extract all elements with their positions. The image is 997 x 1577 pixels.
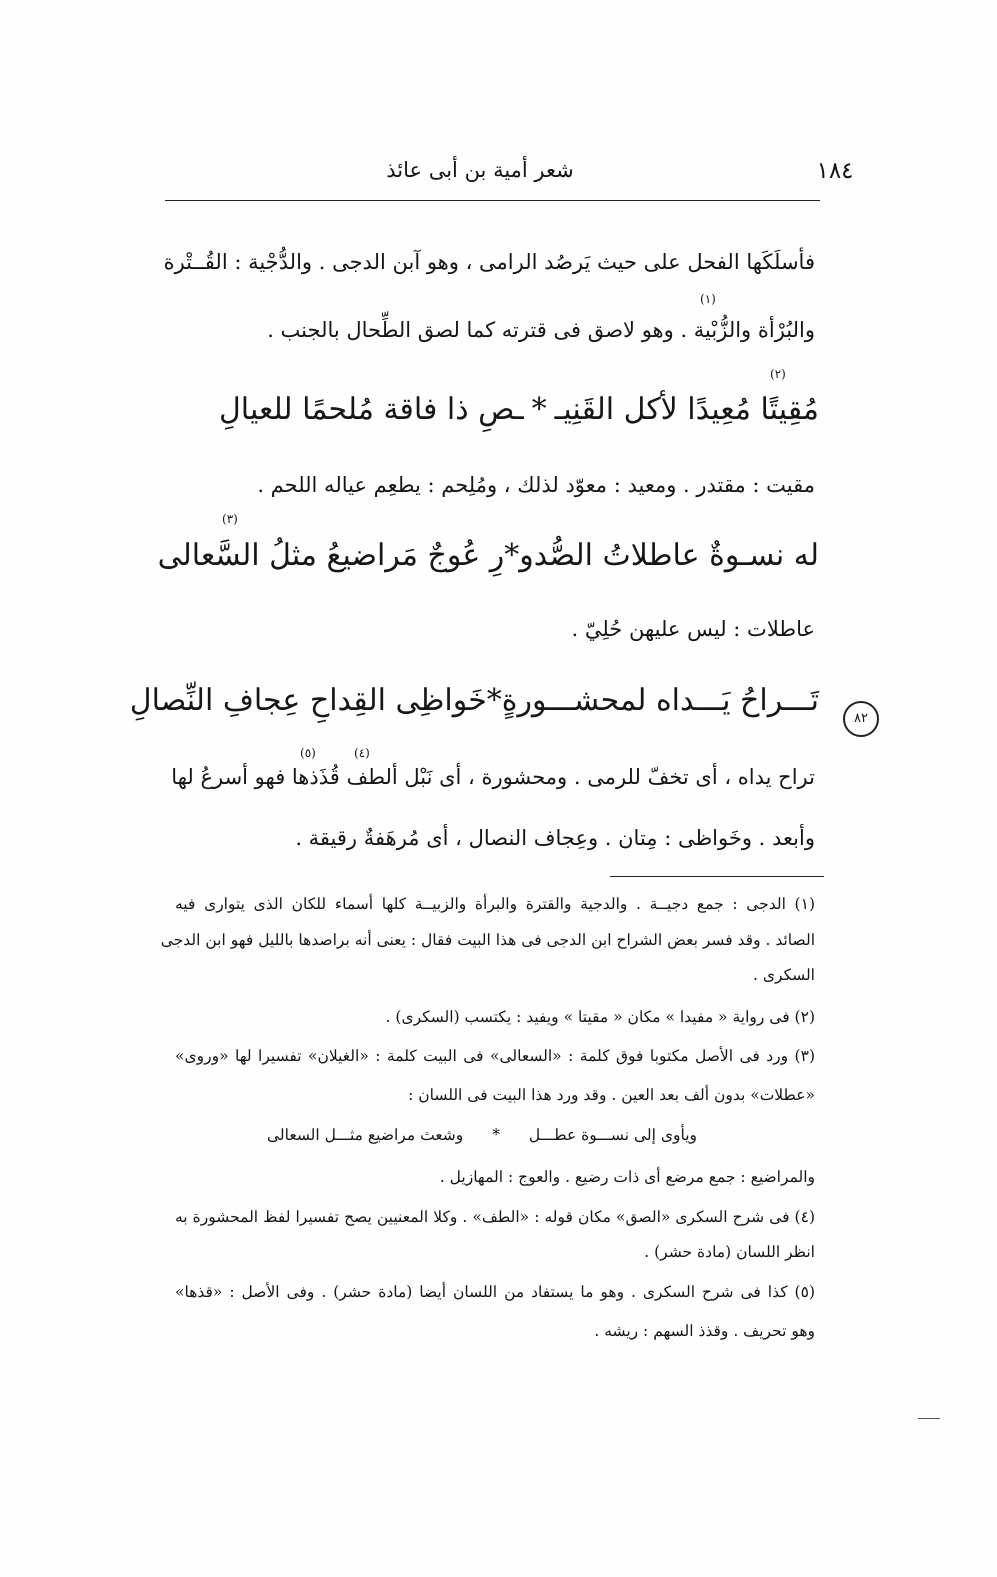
verse-second-hemistich: رِ عُوجٌ مَراضيعُ مثلُ السَّعالى (157, 538, 505, 573)
prose-line: عاطلات : ليس عليهن حُلِيّ . (571, 617, 815, 641)
footnote-verse-star: * (492, 1126, 500, 1144)
running-header-title: شعر أمية بن أبى عائذ (386, 158, 574, 182)
footnote-verse (267, 1126, 697, 1144)
prose-line: وأبعد . وخَواظى : مِتان . وعِجاف النصال ، أى مُرهَفةٌ رقيقة . (295, 826, 815, 850)
footnote-line: «عطلات» بدون ألف بعد العين . وقد ورد هذا البيت فى اللسان : (408, 1086, 815, 1104)
prose-line: والبُرْأة والزُّبْية . وهو لاصق فى قترته كما لصق الطِّحال بالجنب . (267, 318, 815, 342)
verse-line (129, 683, 819, 718)
footnote-verse-first: ويأوى إلى نســـوة عطـــل (528, 1126, 697, 1144)
footnote-line: وهو تحريف . وقذذ السهم : ريشه . (594, 1322, 815, 1340)
footnote-line: والمراضيع : جمع مرضع أى ذات رضيع . والعوج : المهازيل . (439, 1168, 815, 1186)
footnote-line: انظر اللسان (مادة حشر) . (644, 1243, 815, 1261)
footnote-line: (٥) كذا فى شرح السكرى . وهو ما يستفاد من اللسان أيضا (مادة حشر) . وفى الأصل : «قذها» (175, 1283, 815, 1301)
header-rule (165, 200, 820, 201)
prose-line: مقيت : مقتدر . ومعيد : معوّد لذلك ، ومُلِحم : يطعِم عياله اللحم . (257, 473, 815, 497)
footnote-mark-4: (٤) (354, 746, 370, 760)
verse-star: * (531, 392, 547, 427)
verse-second-hemistich: خَواظِى القِداحِ عِجافِ النِّصالِ (129, 683, 487, 718)
footnote-line: (١) الدجى : جمع دجيــة . والدجية والقترة والبرأة والزبيــة كلها أسماء للكان الذى يتوارى فيه (175, 895, 815, 913)
footnote-mark-5: (٥) (300, 746, 316, 760)
scan-mark (918, 1418, 940, 1419)
footnote-rule (610, 876, 824, 877)
verse-star: * (486, 683, 502, 718)
footnote-line: الصائد . وقد فسر بعض الشراح ابن الدجى فى هذا البيت فقال : يعنى أنه براصدها بالليل فهو ابن الدجى (160, 931, 815, 949)
footnote-mark-2: (٢) (770, 367, 786, 381)
footnote-mark-1: (١) (700, 292, 716, 306)
verse-first-hemistich: له نسـوةٌ عاطلاتُ الصُّدو (519, 538, 819, 573)
verse-line (219, 392, 819, 427)
prose-line: فأسلَكَها الفحل على حيث يَرصُد الرامى ، وهو آبن الدجى . والدُّجْية : القُــتْرة (163, 250, 815, 274)
footnote-line: السكرى . (753, 966, 815, 984)
verse-first-hemistich: مُقِيتًا مُعِيدًا لأكل القَنِيـ (554, 392, 819, 427)
verse-first-hemistich: تَـــراحُ يَـــداه لمحشـــورةٍ (501, 683, 819, 718)
footnote-mark-3: (٣) (222, 512, 238, 526)
verse-second-hemistich: ـصِ ذا فاقة مُلحمًا للعيالِ (219, 392, 524, 427)
verse-star: * (504, 538, 520, 573)
footnote-line: (٢) فى رواية « مفيدا » مكان « مقيتا » ويفيد : يكتسب (السكرى) . (385, 1008, 815, 1026)
footnote-line: (٤) فى شرح السكرى «الصق» مكان قوله : «الطف» . وكلا المعنيين يصح تفسيرا لفظ المحشورة به (175, 1208, 815, 1226)
footnote-verse-second: وشعث مراضيع مثـــل السعالى (267, 1126, 464, 1144)
page-number: ١٨٤ (816, 158, 854, 184)
prose-line: تراح يداه ، أى تخفّ للرمى . ومحشورة ، أى نَبْل ألطف قُذَذها فهو أسرعُ لها (171, 765, 815, 789)
footnote-line: (٣) ورد فى الأصل مكتوبا فوق كلمة : «السعالى» فى البيت كلمة : «الغيلان» تفسيرا لها «وروى» (175, 1047, 815, 1065)
verse-line (157, 538, 819, 573)
margin-page-ornament: ٨٢ (843, 701, 879, 737)
